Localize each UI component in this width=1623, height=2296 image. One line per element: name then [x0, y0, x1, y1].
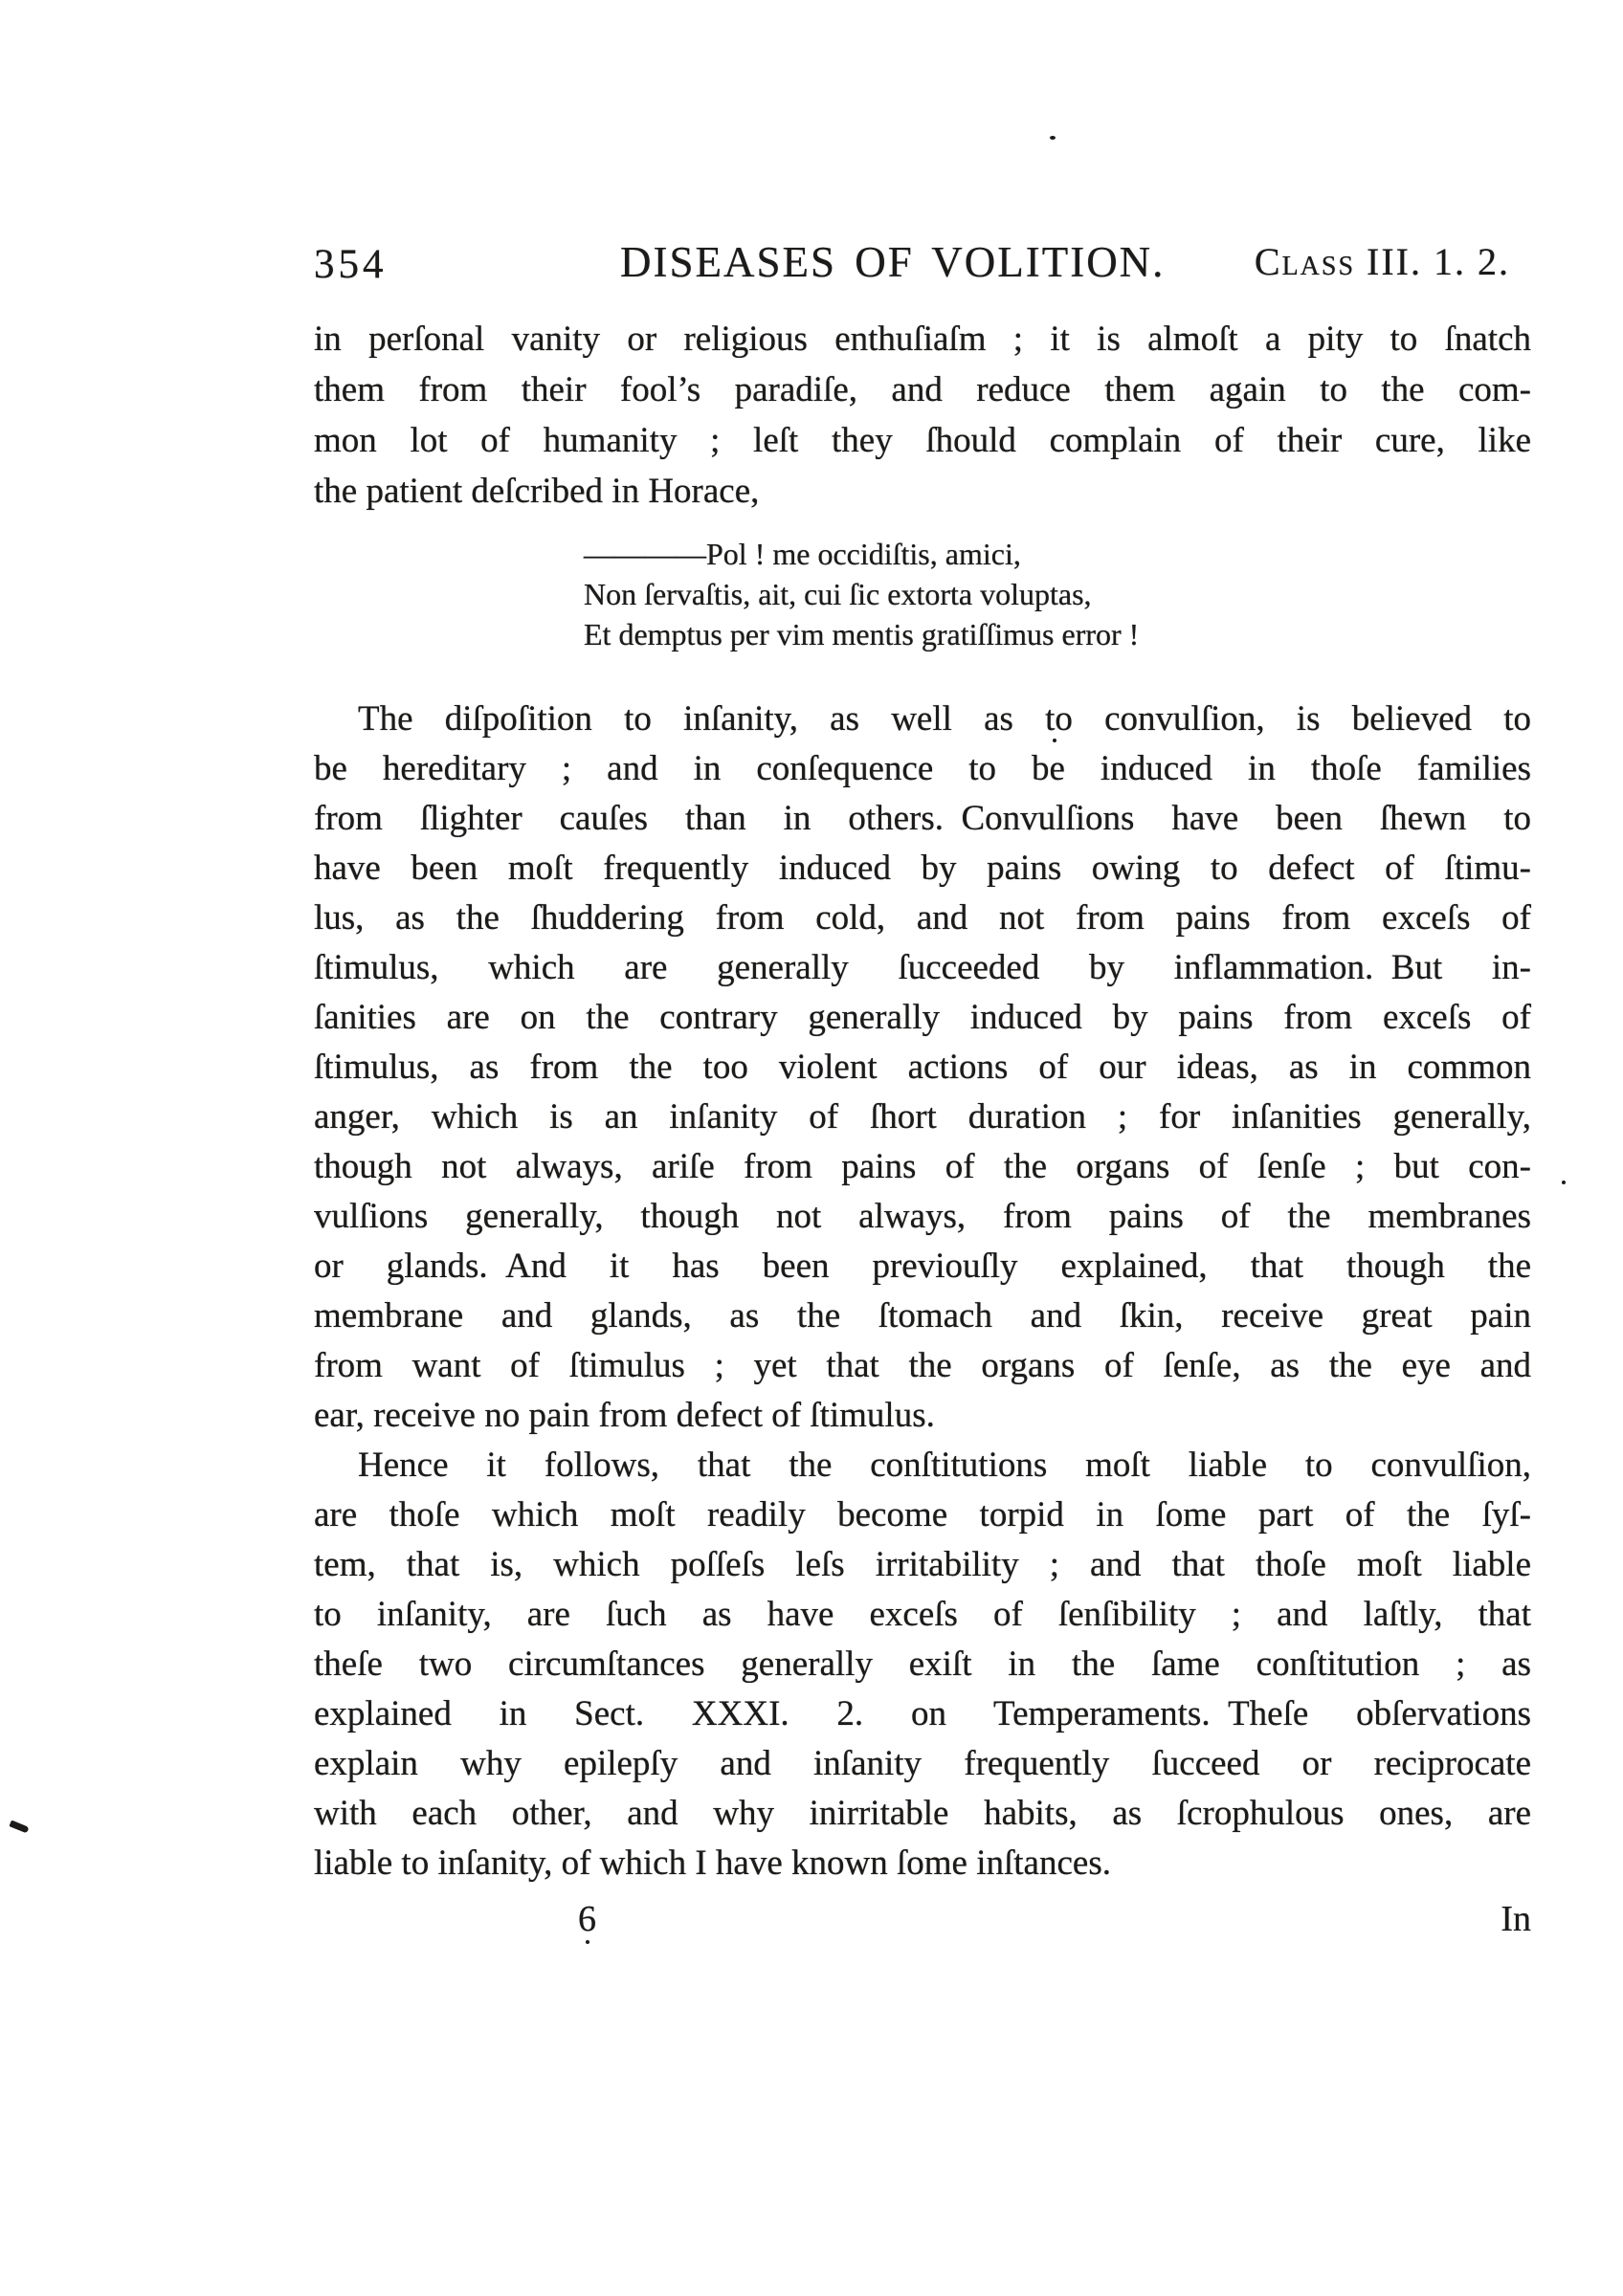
text-line: ſtimulus, which are generally ſucceeded by inflammation. But in- [314, 948, 1531, 987]
text-line: theſe two circumſtances generally exiſt in the ſame conſtitution ; as [314, 1645, 1531, 1684]
text-line: or glands. And it has been previouſly explained, that though the [314, 1247, 1531, 1286]
text-line: mon lot of humanity ; leſt they ſhould complain of their cure, like [314, 421, 1531, 460]
text-line: liable to inſanity, of which I have known ſome inſtances. [314, 1843, 1111, 1883]
quote-line: Non ſervaſtis, ait, cui ſic extorta voluptas, [584, 577, 1092, 611]
text-line: to inſanity, are ſuch as have exceſs of ſenſibility ; and laſtly, that [314, 1595, 1531, 1634]
margin-ink-mark [9, 1821, 29, 1834]
text-line: membrane and glands, as the ſtomach and ſkin, receive great pain [314, 1296, 1531, 1336]
text-line: The diſpoſition to inſanity, as well as to convulſion, is believed to [358, 699, 1531, 739]
scan-speck [1053, 739, 1056, 742]
quote-line: ————Pol ! me occidiſtis, amici, [584, 537, 1021, 571]
quote-line: Et demptus per vim mentis gratiſſimus error ! [584, 617, 1140, 651]
text-line: the patient deſcribed in Horace, [314, 472, 760, 511]
text-line: ſtimulus, as from the too violent actions of our ideas, as in common [314, 1048, 1531, 1087]
text-line: explained in Sect. XXXI. 2. on Temperaments. Theſe obſervations [314, 1694, 1531, 1733]
text-line: anger, which is an inſanity of ſhort duration ; for inſanities generally, [314, 1097, 1531, 1137]
running-head [314, 237, 1531, 287]
signature-mark: 6 [578, 1899, 596, 1939]
verse-quote [584, 534, 1330, 654]
page-number: 354 [314, 242, 388, 287]
text-line: from ſlighter cauſes than in others. Convulſions have been ſhewn to [314, 799, 1531, 838]
foot-line [314, 1898, 1531, 1942]
text-line: in perſonal vanity or religious enthuſiaſm ; it is almoſt a pity to ſnatch [314, 320, 1531, 359]
paragraph-1 [314, 314, 1531, 517]
catchword: In [1501, 1899, 1531, 1939]
running-title: DISEASES OF VOLITION. [620, 238, 1166, 286]
section-label: Class III. 1. 2. [1254, 240, 1510, 283]
scan-speck [586, 1940, 589, 1944]
text-line: explain why epilepſy and inſanity frequently ſucceed or reciprocate [314, 1744, 1531, 1783]
text-line: with each other, and why inirritable habits, as ſcrophulous ones, are [314, 1794, 1531, 1833]
text-line: are thoſe which moſt readily become torpid in ſome part of the ſyſ- [314, 1495, 1531, 1534]
text-line: be hereditary ; and in conſequence to be induced in thoſe families [314, 749, 1531, 788]
text-line: ſanities are on the contrary generally induced by pains from exceſs of [314, 998, 1531, 1037]
text-line: Hence it follows, that the conſtitutions moſt liable to convulſion, [358, 1446, 1531, 1485]
scan-speck [1050, 136, 1056, 140]
text-line: though not always, ariſe from pains of the organs of ſenſe ; but con- [314, 1147, 1531, 1186]
text-line: ear, receive no pain from defect of ſtimulus. [314, 1396, 935, 1435]
text-line: vulſions generally, though not always, from pains of the membranes [314, 1197, 1531, 1236]
text-line: have been moſt frequently induced by pains owing to defect of ſtimu- [314, 849, 1531, 888]
text-line: lus, as the ſhuddering from cold, and not from pains from exceſs of [314, 898, 1531, 938]
scan-speck [1562, 1181, 1566, 1184]
text-line: from want of ſtimulus ; yet that the organs of ſenſe, as the eye and [314, 1346, 1531, 1385]
text-line: tem, that is, which poſſeſs leſs irritability ; and that thoſe moſt liable [314, 1545, 1531, 1584]
text-line: them from their fool’s paradiſe, and reduce them again to the com- [314, 370, 1531, 409]
main-text [314, 695, 1531, 1888]
